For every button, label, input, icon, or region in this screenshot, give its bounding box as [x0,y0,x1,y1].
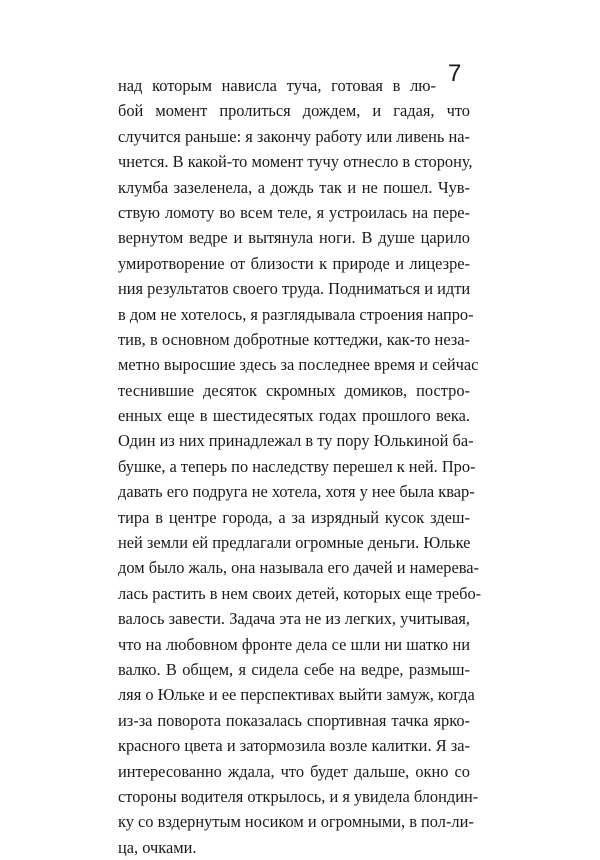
text-line: тира в центре города, а за изрядный кусок здеш- [118,507,470,527]
text-line: ния результатов своего труда. Подниматься и идти [118,279,471,299]
text-line: из-за поворота показалась спортивная тачка ярко- [118,710,470,730]
text-line: дом было жаль, она называла его дачей и намерева- [118,558,479,578]
text-line: что на любовном фронте дела се шли ни шатко ни [118,634,470,654]
text-line: тив, в основном добротные коттеджи, как-то неза- [118,329,470,349]
text-line: клумба зазеленела, а дождь так и не пошел. Чув- [118,177,470,197]
text-line: валось завести. Задача эта не из легких, учитывая, [118,609,470,629]
text-line: метно выросшие здесь за последнее время и сейчас [118,355,479,375]
text-line: умиротворение от близости к природе и лицезре- [118,253,470,273]
text-line: ца, очками. [118,837,197,857]
text-line: ней земли ей предлагали огромные деньги. Юльке [118,533,471,553]
text-line: ку со вздернутым носиком и огромными, в пол-ли- [118,812,474,832]
text-line: в дом не хотелось, я разглядывала строения напро- [118,304,474,324]
text-line: над которым нависла туча, готовая в лю- [118,76,436,95]
text-line: интересованно ждала, что будет дальше, окно со [118,761,470,781]
text-line: ляя о Юльке и ее перспективах выйти замуж, когда [118,685,475,705]
text-line: давать его подруга не хотела, хотя у нее была квар- [118,482,475,502]
page-number: 7 [448,60,462,87]
text-line: стороны водителя открылось, и я увидела блондин- [118,786,479,806]
text-line: енных еще в шестидесятых годах прошлого века. [118,406,470,426]
text-line: случится раньше: я закончу работу или ливень на- [118,126,470,146]
text-line: валко. В общем, я сидела себе на ведре, размыш- [118,659,470,679]
text-line: бушке, а теперь по наследству перешел к ней. Про- [118,456,476,476]
text-line: бой момент пролиться дождем, и гадая, что [118,101,470,121]
text-line: красного цвета и затормозила возле калитки. Я за- [118,736,470,756]
text-line: чнется. В какой-то момент тучу отнесло в сторону, [118,152,473,172]
text-line: теснившие десяток скромных домиков, постро- [118,380,470,400]
text-line: лась растить в нем своих детей, которых еще требо- [118,583,482,603]
body-text [118,73,482,860]
text-line: Один из них принадлежал в ту пору Юлькиной ба- [118,431,474,451]
text-line: ствую ломоту во всем теле, я устроилась на пере- [118,202,470,222]
text-line: вернутом ведре и вытянула ноги. В душе царило [118,228,470,248]
